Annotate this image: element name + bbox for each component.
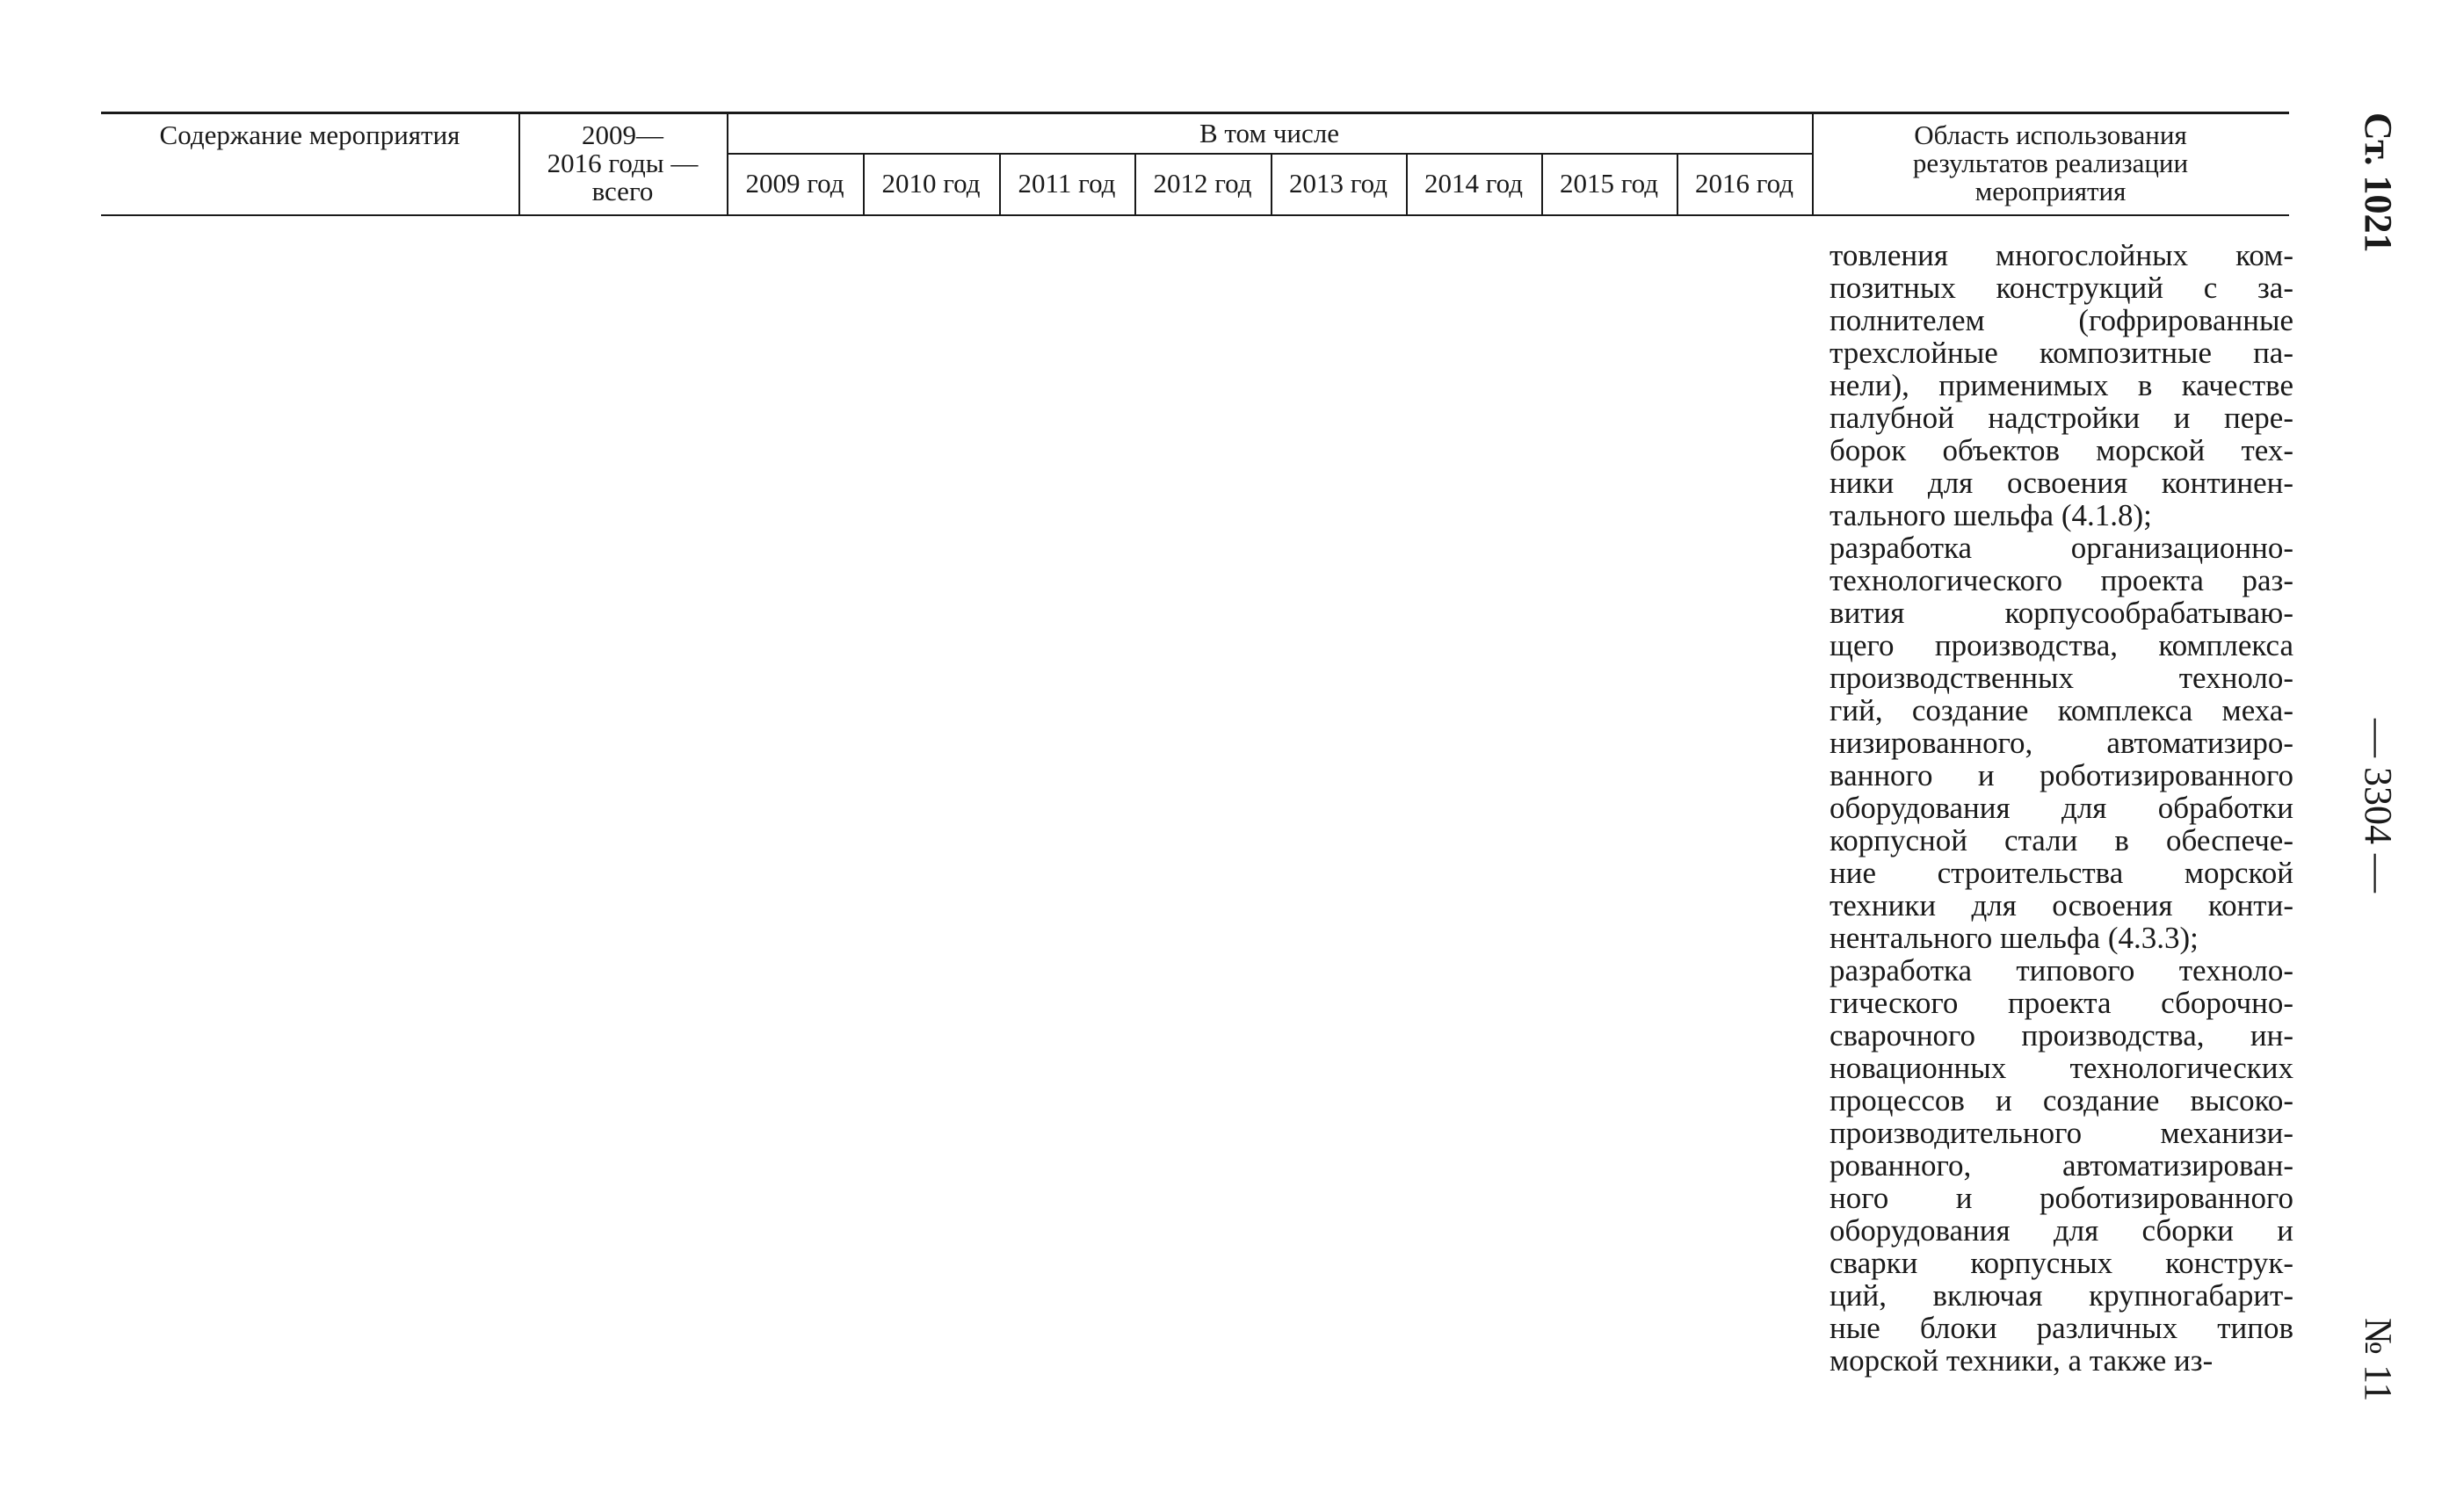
text-line: ние строительства морской bbox=[1830, 856, 2293, 890]
text-line: ций, включая крупногабарит- bbox=[1830, 1278, 2293, 1313]
header-year: 2011 год bbox=[1018, 168, 1116, 199]
header-year: 2010 год bbox=[881, 168, 981, 199]
text-line: ники для освоения континен- bbox=[1830, 466, 2293, 500]
text-line: корпусной стали в обеспече- bbox=[1830, 823, 2293, 857]
text-line: позитных конструкций с за- bbox=[1830, 271, 2293, 305]
text-line: новационных технологических bbox=[1830, 1051, 2293, 1085]
text-line: трехслойные композитные па- bbox=[1830, 336, 2293, 370]
header-total-column: 2009— 2016 годы — всего bbox=[547, 119, 699, 206]
text-line: ного и роботизированного bbox=[1830, 1181, 2293, 1215]
text-line: нели), применимых в качестве bbox=[1830, 368, 2293, 402]
header-year: 2013 год bbox=[1288, 168, 1388, 199]
text-line: гий, создание комплекса меха- bbox=[1830, 693, 2293, 727]
text-line: технологического проекта раз- bbox=[1830, 563, 2293, 597]
header-area-column: Область использования результатов реализации мероприятия bbox=[1912, 119, 2189, 206]
header-year: 2009 год bbox=[745, 168, 844, 199]
text-line: морской техники, а также из- bbox=[1830, 1343, 2214, 1378]
text-line: оборудования для обработки bbox=[1830, 791, 2293, 825]
header-year: 2014 год bbox=[1424, 168, 1524, 199]
text-line: рованного, автоматизирован- bbox=[1830, 1148, 2293, 1183]
text-line: палубной надстройки и пере- bbox=[1830, 401, 2293, 435]
header-group-label: В том числе bbox=[1199, 118, 1339, 148]
header-content-column: Содержание мероприятия bbox=[159, 119, 460, 150]
text-line: сварочного производства, ин- bbox=[1830, 1018, 2293, 1053]
area-column-text bbox=[1830, 239, 2293, 1377]
text-line: производственных техноло- bbox=[1830, 661, 2293, 695]
text-line: вития корпусообрабатываю- bbox=[1830, 596, 2293, 630]
text-line: процессов и создание высоко- bbox=[1830, 1083, 2293, 1118]
text-line: производительного механизи- bbox=[1830, 1116, 2293, 1150]
text-line: борок объектов морской тех- bbox=[1830, 433, 2293, 467]
text-line: щего производства, комплекса bbox=[1830, 628, 2293, 662]
table-header bbox=[101, 112, 2289, 216]
text-line: оборудования для сборки и bbox=[1830, 1213, 2293, 1248]
header-year: 2016 год bbox=[1694, 168, 1794, 199]
text-line: нентального шельфа (4.3.3); bbox=[1830, 921, 2199, 955]
text-line: товления многослойных ком- bbox=[1830, 238, 2293, 272]
header-year: 2015 год bbox=[1559, 168, 1659, 199]
article-number: Ст. 1021 bbox=[2357, 112, 2400, 253]
text-line: ванного и роботизированного bbox=[1830, 758, 2293, 792]
text-line: разработка типового техноло- bbox=[1830, 953, 2293, 988]
text-line: ные блоки различных типов bbox=[1830, 1311, 2293, 1345]
page-number: — 3304 — bbox=[2357, 719, 2400, 893]
text-line: гического проекта сборочно- bbox=[1830, 986, 2293, 1020]
issue-number: № 11 bbox=[2357, 1318, 2400, 1402]
text-line: разработка организационно- bbox=[1830, 531, 2293, 565]
text-line: тального шельфа (4.1.8); bbox=[1830, 498, 2152, 532]
header-year: 2012 год bbox=[1153, 168, 1252, 199]
text-line: низированного, автоматизиро- bbox=[1830, 726, 2293, 760]
text-line: полнителем (гофрированные bbox=[1830, 303, 2293, 337]
text-line: сварки корпусных конструк- bbox=[1830, 1246, 2293, 1280]
text-line: техники для освоения конти- bbox=[1830, 888, 2293, 922]
